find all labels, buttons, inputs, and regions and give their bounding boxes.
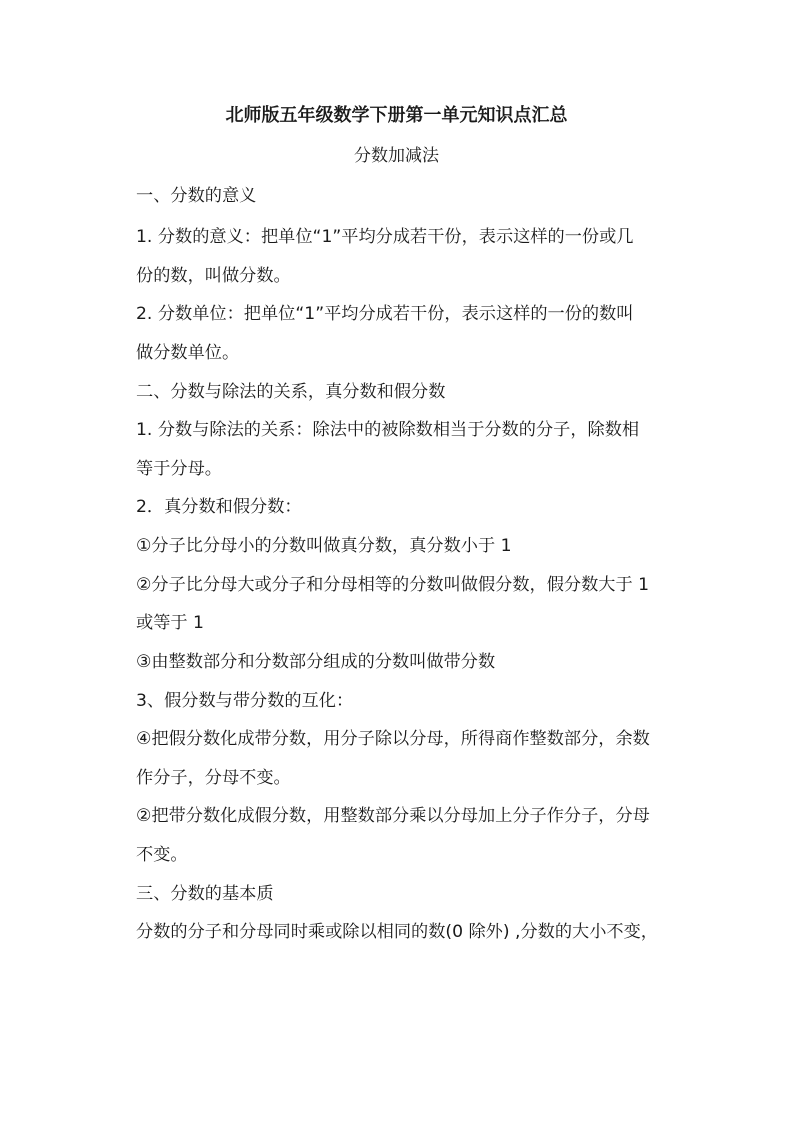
body-line: ②分子比分母大或分子和分母相等的分数叫做假分数，假分数大于 1 xyxy=(136,575,650,595)
body-line: ②把带分数化成假分数，用整数部分乘以分母加上分子作分子，分母 xyxy=(136,806,650,826)
body-line: 一、分数的意义 xyxy=(136,186,257,206)
body-line: 三、分数的基本质 xyxy=(136,884,274,904)
document-title: 北师版五年级数学下册第一单元知识点汇总 xyxy=(225,105,568,126)
body-line: 1. 分数的意义：把单位“1”平均分成若干份，表示这样的一份或几 xyxy=(136,227,634,247)
body-line: 或等于 1 xyxy=(136,613,204,633)
body-line: 作分子，分母不变。 xyxy=(136,768,291,788)
body-line: 不变。 xyxy=(136,845,188,865)
body-line: 等于分母。 xyxy=(136,459,222,479)
body-line: ①分子比分母小的分数叫做真分数，真分数小于 1 xyxy=(136,536,512,556)
body-line: 1. 分数与除法的关系：除法中的被除数相当于分数的分子，除数相 xyxy=(136,420,640,440)
body-line: ③由整数部分和分数部分组成的分数叫做带分数 xyxy=(136,652,496,672)
body-line: ④把假分数化成带分数，用分子除以分母，所得商作整数部分，余数 xyxy=(136,729,650,749)
body-line: 2．真分数和假分数： xyxy=(136,497,302,517)
document-subtitle: 分数加减法 xyxy=(354,146,439,166)
body-line: 2. 分数单位：把单位“1”平均分成若干份，表示这样的一份的数叫 xyxy=(136,304,634,324)
body-line: 二、分数与除法的关系，真分数和假分数 xyxy=(136,382,446,402)
body-line: 3、假分数与带分数的互化： xyxy=(136,691,354,711)
body-line: 做分数单位。 xyxy=(136,343,240,363)
body-line: 分数的分子和分母同时乘或除以相同的数(0 除外) ,分数的大小不变， xyxy=(136,922,658,942)
body-line: 份的数，叫做分数。 xyxy=(136,266,291,286)
